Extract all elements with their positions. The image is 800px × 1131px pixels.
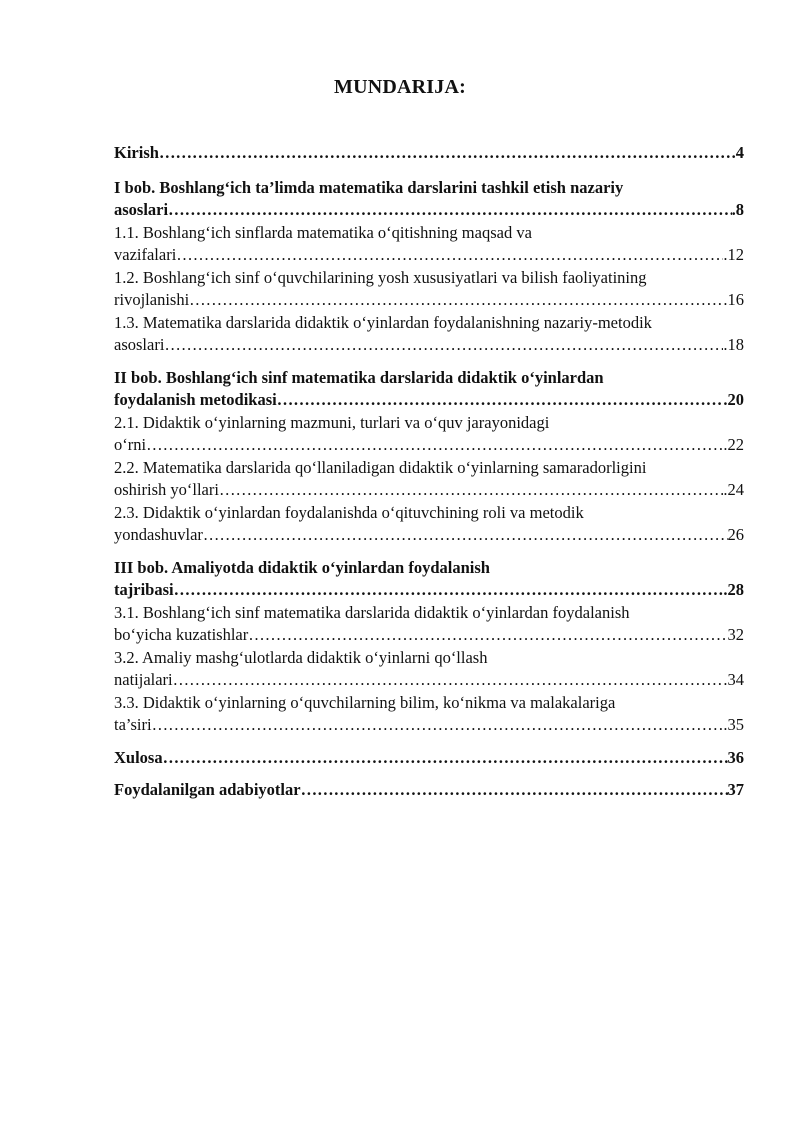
toc-entry-section-3-3	[114, 692, 744, 737]
toc-entry-title-cont: natijalari	[114, 670, 173, 689]
table-of-contents	[114, 142, 744, 802]
toc-page-number: 37	[727, 780, 744, 799]
toc-page-number: .4	[731, 143, 744, 162]
toc-entry-title-cont: bo‘yicha kuzatishlar	[114, 625, 249, 644]
toc-entry-section-3-2	[114, 647, 744, 692]
dot-leader	[176, 244, 723, 267]
toc-entry-title: Kirish	[114, 143, 159, 162]
toc-entry-title: 3.1. Boshlang‘ich sinf matematika darslarida didaktik o‘yinlardan foydalanish	[114, 602, 630, 622]
toc-entry-title-cont: asoslari	[114, 335, 165, 354]
toc-entry-chapter-1	[114, 177, 744, 222]
toc-entry-kirish	[114, 142, 744, 165]
dot-leader	[173, 669, 724, 692]
toc-entry-title-cont: ta’siri	[114, 715, 152, 734]
dot-leader	[152, 714, 724, 737]
toc-page-number: .28	[723, 580, 744, 599]
toc-page-number: .35	[723, 715, 744, 734]
toc-entry-title: 2.2. Matematika darslarida qo‘llaniladigan didaktik o‘yinlarning samaradorligini	[114, 457, 647, 477]
toc-entry-title: 3.2. Amaliy mashg‘ulotlarda didaktik o‘yinlarni qo‘llash	[114, 647, 488, 667]
toc-entry-title: 1.1. Boshlang‘ich sinflarda matematika o‘qitishning maqsad va	[114, 222, 532, 242]
dot-leader	[219, 479, 723, 502]
toc-entry-title: Foydalanilgan adabiyotlar	[114, 780, 301, 799]
toc-entry-chapter-3	[114, 557, 744, 602]
toc-entry-title: I bob. Boshlang‘ich ta’limda matematika darslarini tashkil etish nazariy	[114, 177, 624, 197]
toc-page-number: .12	[723, 245, 744, 264]
dot-leader	[301, 779, 728, 802]
dot-leader	[163, 747, 728, 770]
toc-page-number: .22	[723, 435, 744, 454]
dot-leader	[189, 289, 723, 312]
dot-leader	[248, 624, 727, 647]
toc-page-number: .34	[723, 670, 744, 689]
toc-page-number: 32	[727, 625, 744, 644]
toc-entry-title-cont: tajribasi	[114, 580, 174, 599]
dot-leader	[168, 199, 732, 222]
toc-entry-chapter-2	[114, 367, 744, 412]
toc-entry-title-cont: o‘rni	[114, 435, 147, 454]
dot-leader	[203, 524, 728, 547]
dot-leader	[159, 142, 732, 165]
toc-entry-title: III bob. Amaliyotda didaktik o‘yinlardan foydalanish	[114, 557, 490, 577]
toc-page-number: 36	[727, 747, 744, 767]
toc-entry-title-cont: yondashuvlar	[114, 525, 203, 544]
toc-entry-section-1-2	[114, 267, 744, 312]
toc-entry-title-cont: oshirish yo‘llari	[114, 480, 219, 499]
toc-entry-title: II bob. Boshlang‘ich sinf matematika darslarida didaktik o‘yinlardan	[114, 367, 604, 387]
toc-entry-title: 1.3. Matematika darslarida didaktik o‘yinlardan foydalanishning nazariy-metodik	[114, 312, 652, 332]
toc-entry-title: 2.3. Didaktik o‘yinlardan foydalanishda o‘qituvchining roli va metodik	[114, 502, 584, 522]
dot-leader	[146, 434, 723, 457]
toc-entry-title-cont: rivojlanishi	[114, 290, 190, 309]
toc-entry-section-2-2	[114, 457, 744, 502]
toc-entry-xulosa	[114, 747, 744, 770]
toc-entry-title: Xulosa	[114, 747, 163, 767]
toc-entry-title: 2.1. Didaktik o‘yinlarning mazmuni, turlari va o‘quv jarayonidagi	[114, 412, 550, 432]
toc-entry-section-3-1	[114, 602, 744, 647]
toc-page-number: .24	[723, 480, 744, 499]
toc-entry-title: 1.2. Boshlang‘ich sinf o‘quvchilarining yosh xususiyatlari va bilish faoliyatining	[114, 267, 647, 287]
toc-entry-section-2-1	[114, 412, 744, 457]
toc-entry-adabiyotlar	[114, 779, 744, 802]
dot-leader	[174, 579, 724, 602]
dot-leader	[164, 334, 723, 357]
toc-page-number: .18	[723, 335, 744, 354]
toc-entry-section-1-1	[114, 222, 744, 267]
toc-entry-section-2-3	[114, 502, 744, 547]
page-title: MUNDARIJA:	[334, 76, 466, 98]
toc-entry-title-cont: vazifalari	[114, 245, 177, 264]
toc-entry-section-1-3	[114, 312, 744, 357]
toc-page-number: .16	[723, 290, 744, 309]
toc-page-number: .20	[723, 390, 744, 409]
toc-entry-title: 3.3. Didaktik o‘yinlarning o‘quvchilarning bilim, ko‘nikma va malakalariga	[114, 692, 616, 712]
toc-entry-title-cont: asoslari	[114, 200, 169, 219]
toc-entry-title-cont: foydalanish metodikasi	[114, 390, 277, 409]
dot-leader	[277, 389, 724, 412]
toc-page-number: 26	[727, 525, 744, 544]
toc-page-number: .8	[731, 200, 744, 219]
